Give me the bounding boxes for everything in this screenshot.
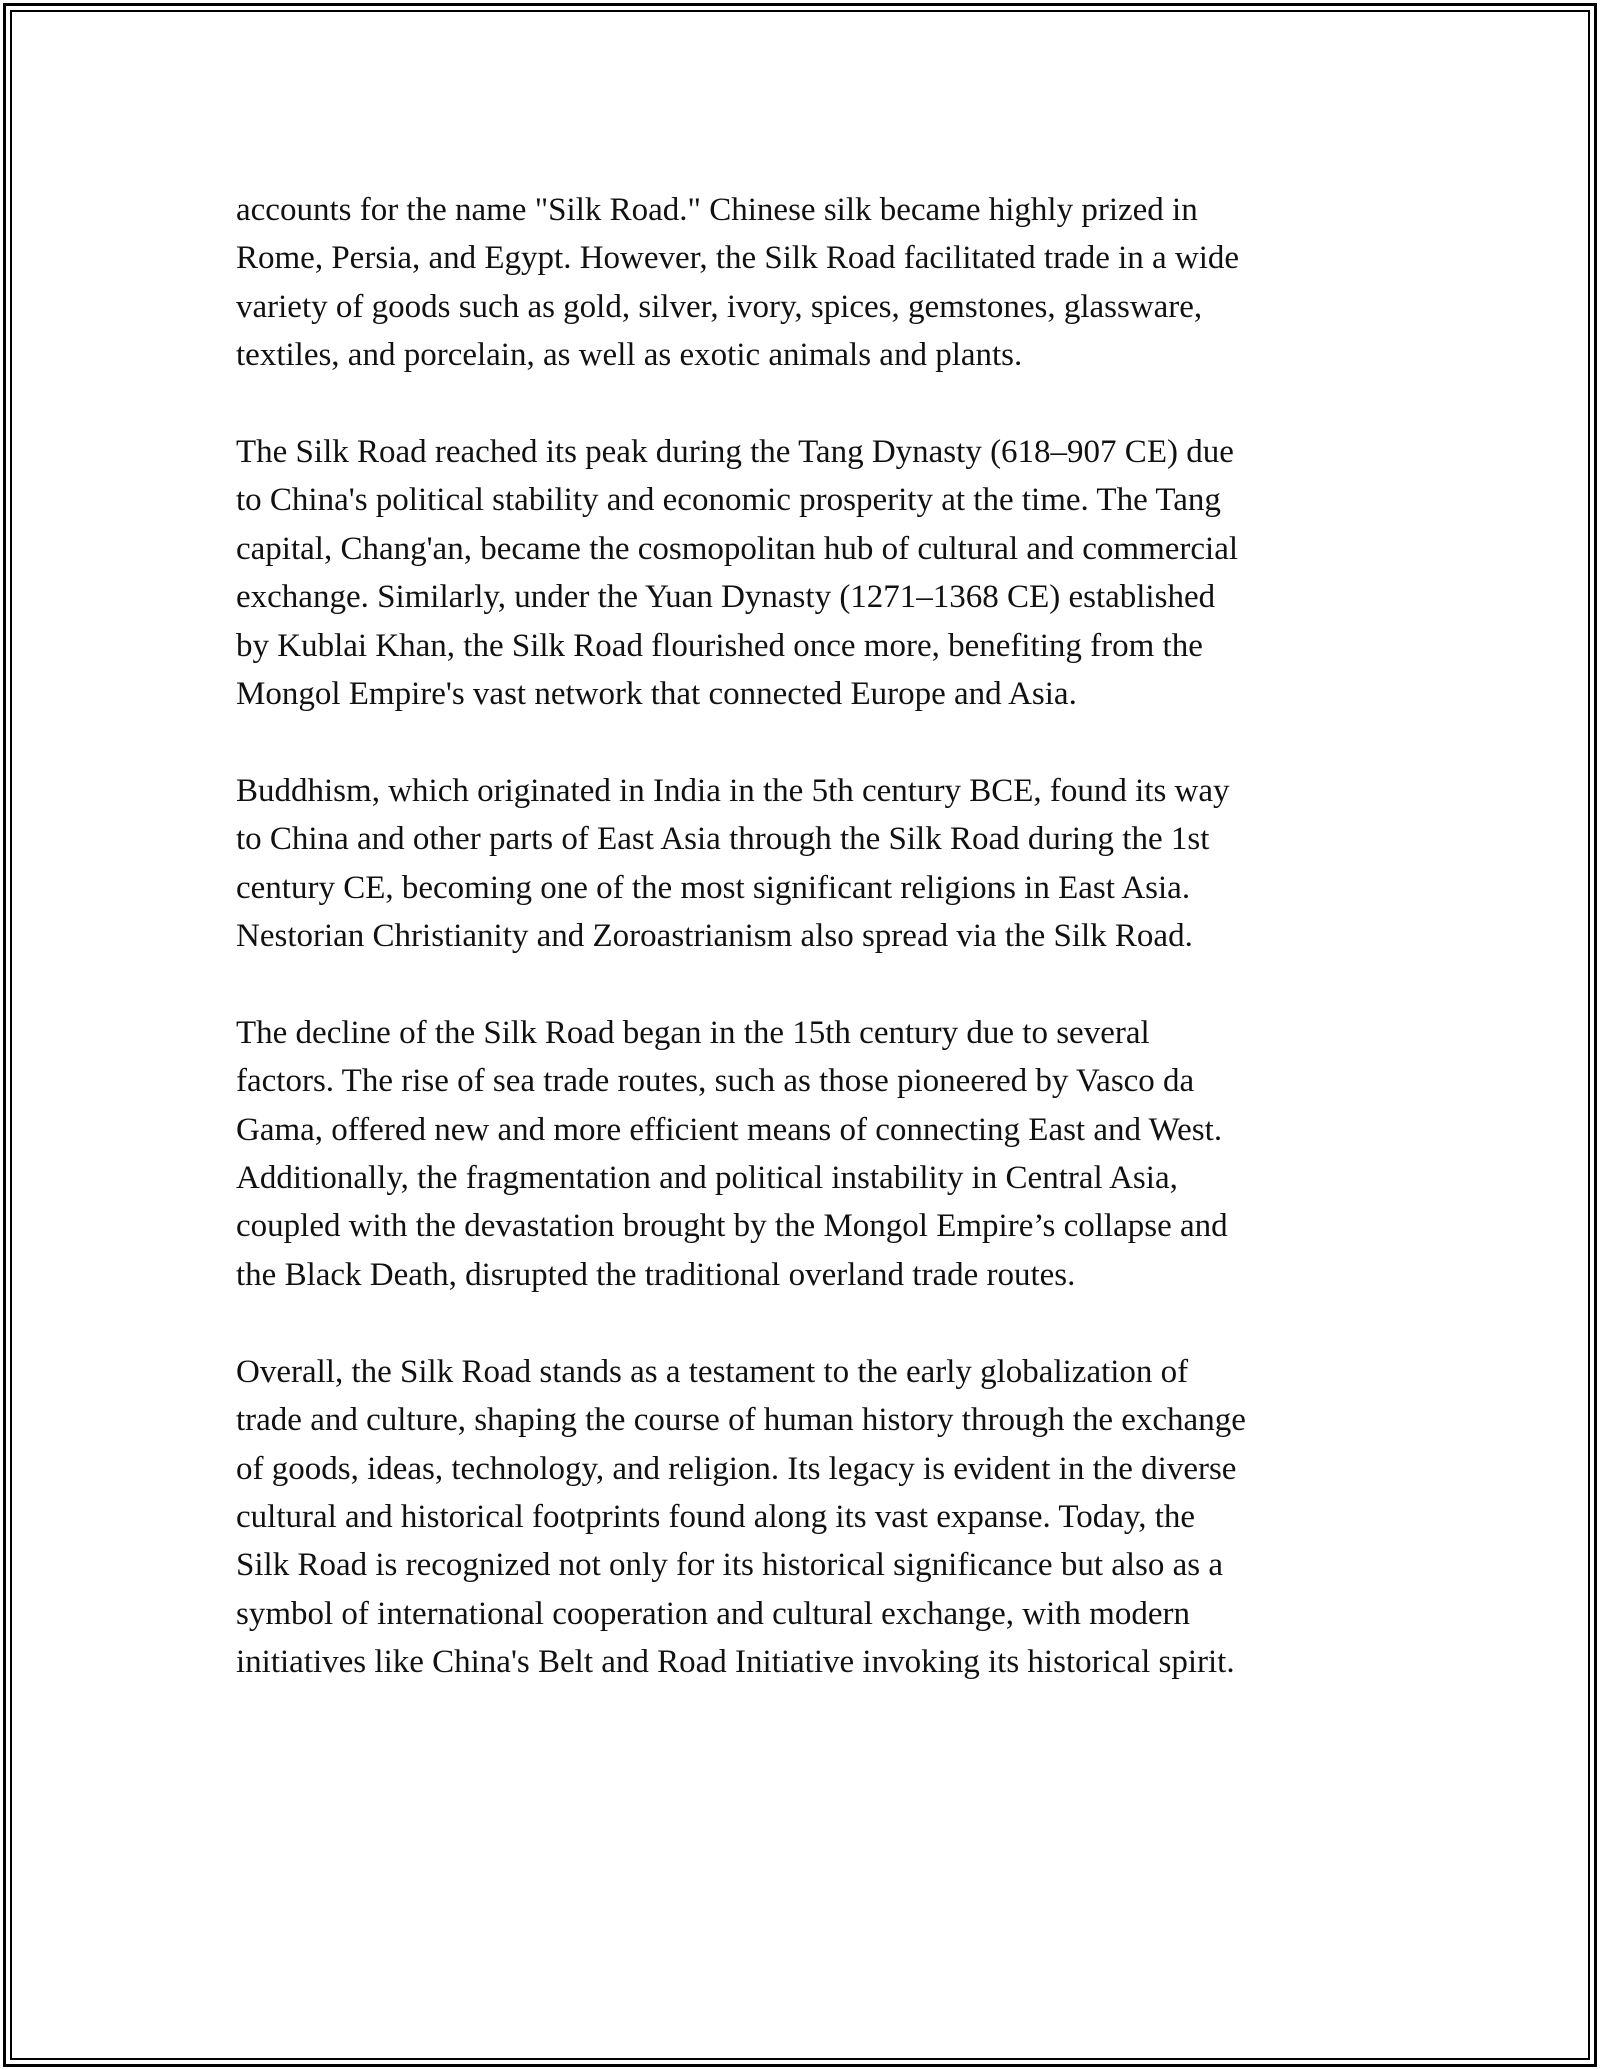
text-line: The decline of the Silk Road began in the 15th century due to several — [236, 1014, 1150, 1051]
text-line: century CE, becoming one of the most significant religions in East Asia. — [236, 869, 1191, 906]
text-line: symbol of international cooperation and cultural exchange, with modern — [236, 1595, 1190, 1632]
text-line: factors. The rise of sea trade routes, such as those pioneered by Vasco da — [236, 1063, 1195, 1100]
text-line: accounts for the name "Silk Road." Chinese silk became highly prized in — [236, 192, 1198, 228]
text-line: trade and culture, shaping the course of human history through the exchange — [236, 1402, 1246, 1439]
paragraph-legacy — [236, 1348, 1366, 1687]
text-line: exchange. Similarly, under the Yuan Dynasty (1271–1368 CE) established — [236, 579, 1216, 616]
text-line: the Black Death, disrupted the traditional overland trade routes. — [236, 1256, 1076, 1293]
text-line: capital, Chang'an, became the cosmopolitan hub of cultural and commercial — [236, 530, 1239, 567]
text-line: by Kublai Khan, the Silk Road flourished once more, benefiting from the — [236, 627, 1203, 664]
text-line: initiatives like China's Belt and Road Initiative invoking its historical spirit. — [236, 1644, 1235, 1681]
document-body — [236, 186, 1366, 1735]
text-line: Mongol Empire's vast network that connected Europe and Asia. — [236, 676, 1077, 713]
text-line: Additionally, the fragmentation and political instability in Central Asia, — [236, 1160, 1178, 1197]
text-line: Silk Road is recognized not only for its historical significance but also as a — [236, 1547, 1224, 1584]
text-line: to China's political stability and economic prosperity at the time. The Tang — [236, 482, 1221, 519]
paragraph-decline — [236, 1009, 1366, 1299]
text-line: Buddhism, which originated in India in the 5th century BCE, found its way — [236, 772, 1230, 809]
text-line: cultural and historical footprints found along its vast expanse. Today, the — [236, 1498, 1196, 1535]
text-line: of goods, ideas, technology, and religion. Its legacy is evident in the diverse — [236, 1450, 1237, 1487]
text-line: variety of goods such as gold, silver, ivory, spices, gemstones, glassware, — [236, 288, 1203, 325]
text-line: Overall, the Silk Road stands as a testament to the early globalization of — [236, 1353, 1189, 1390]
paragraph-silk-goods — [236, 186, 1366, 380]
text-line: Nestorian Christianity and Zoroastrianism also spread via the Silk Road. — [236, 918, 1193, 955]
paragraph-religion — [236, 767, 1366, 961]
text-line: to China and other parts of East Asia through the Silk Road during the 1st — [236, 821, 1210, 858]
text-line: textiles, and porcelain, as well as exotic animals and plants. — [236, 337, 1023, 374]
text-line: The Silk Road reached its peak during the Tang Dynasty (618–907 CE) due — [236, 434, 1234, 471]
paragraph-peak — [236, 428, 1366, 718]
text-line: coupled with the devastation brought by the Mongol Empire’s collapse and — [236, 1208, 1228, 1245]
text-line: Gama, offered new and more efficient means of connecting East and West. — [236, 1111, 1223, 1148]
text-line: Rome, Persia, and Egypt. However, the Silk Road facilitated trade in a wide — [236, 240, 1240, 277]
